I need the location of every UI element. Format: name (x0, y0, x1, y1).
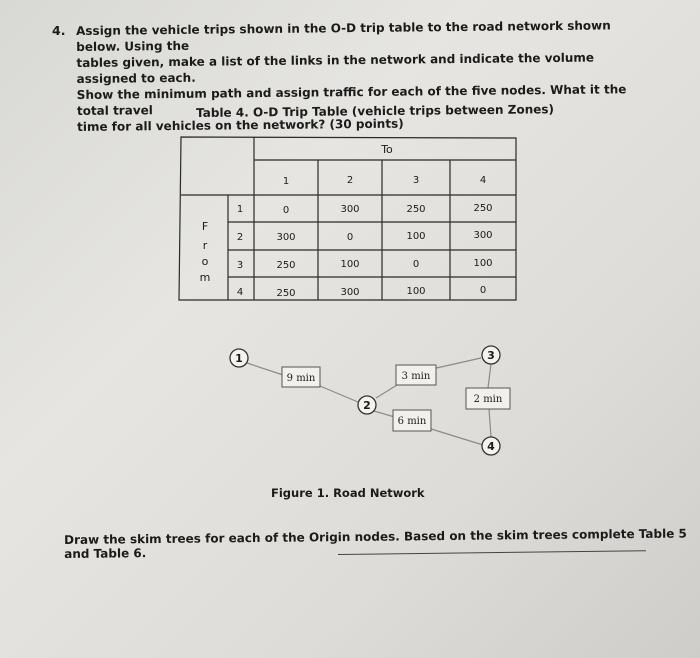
table-cell: 300 (276, 232, 296, 243)
column-header: 4 (479, 175, 487, 186)
row-origin: 2 (236, 232, 244, 243)
table-title: Table 4. O-D Trip Table (vehicle trips between Zones) (196, 102, 555, 120)
node-label: 4 (487, 440, 495, 453)
question-line: tables given, make a list of the links in the network and indicate the volume assigned to each. (76, 50, 595, 86)
table-cell: 250 (406, 204, 426, 215)
column-header: 2 (346, 175, 354, 186)
link-line (320, 386, 358, 402)
question-line: time for all vehicles on the network? (30 points) (77, 116, 404, 134)
row-origin: 3 (236, 260, 244, 271)
link-time-label: 9 min (286, 373, 316, 384)
link-line (428, 428, 483, 445)
table-cell: 250 (473, 203, 493, 214)
from-letter: r (202, 239, 208, 252)
table-cell: 100 (473, 258, 493, 269)
table-cell: 100 (406, 231, 426, 242)
table-cell: 300 (473, 230, 493, 241)
question-line: Assign the vehicle trips shown in the O-D trip table to the road network shown below. Using the (76, 18, 611, 54)
table-cell: 250 (276, 260, 296, 271)
link-line (488, 364, 491, 388)
row-origin: 1 (236, 204, 244, 215)
question-line: Show the minimum path and assign traffic for each of the five nodes. What it the total travel (76, 82, 627, 118)
question-number: 4. (52, 23, 66, 38)
row-origin: 4 (236, 287, 244, 298)
link-line (432, 358, 481, 369)
column-header: 3 (412, 175, 420, 186)
link-time-label: 3 min (401, 371, 431, 382)
from-letter: F (201, 220, 209, 233)
from-letter: m (199, 271, 211, 284)
table-cell: 100 (340, 259, 360, 270)
table-cell: 250 (276, 288, 296, 299)
link-time-label: 2 min (473, 394, 503, 405)
figure-caption: Figure 1. Road Network (271, 486, 425, 500)
link-time-label: 6 min (397, 416, 427, 427)
table-cell: 0 (479, 285, 487, 296)
link-line (489, 409, 491, 437)
table-cell: 300 (340, 287, 360, 298)
node-label: 1 (235, 352, 243, 365)
node-label: 3 (487, 349, 495, 362)
table-cell: 0 (282, 205, 290, 216)
link-line (247, 363, 286, 376)
table-cell: 300 (340, 204, 360, 215)
table-cell: 100 (406, 286, 426, 297)
node-label: 2 (363, 399, 371, 412)
table-border (179, 137, 516, 300)
column-header: 1 (282, 176, 290, 187)
from-letter: o (201, 255, 209, 268)
table-cell: 0 (346, 232, 354, 243)
footer-instruction: Draw the skim trees for each of the Origin nodes. Based on the skim trees complete Table 5 and Table 6. (64, 526, 687, 561)
table-cell: 0 (412, 259, 420, 270)
road-network-diagram (230, 346, 510, 455)
to-label: To (381, 143, 393, 156)
